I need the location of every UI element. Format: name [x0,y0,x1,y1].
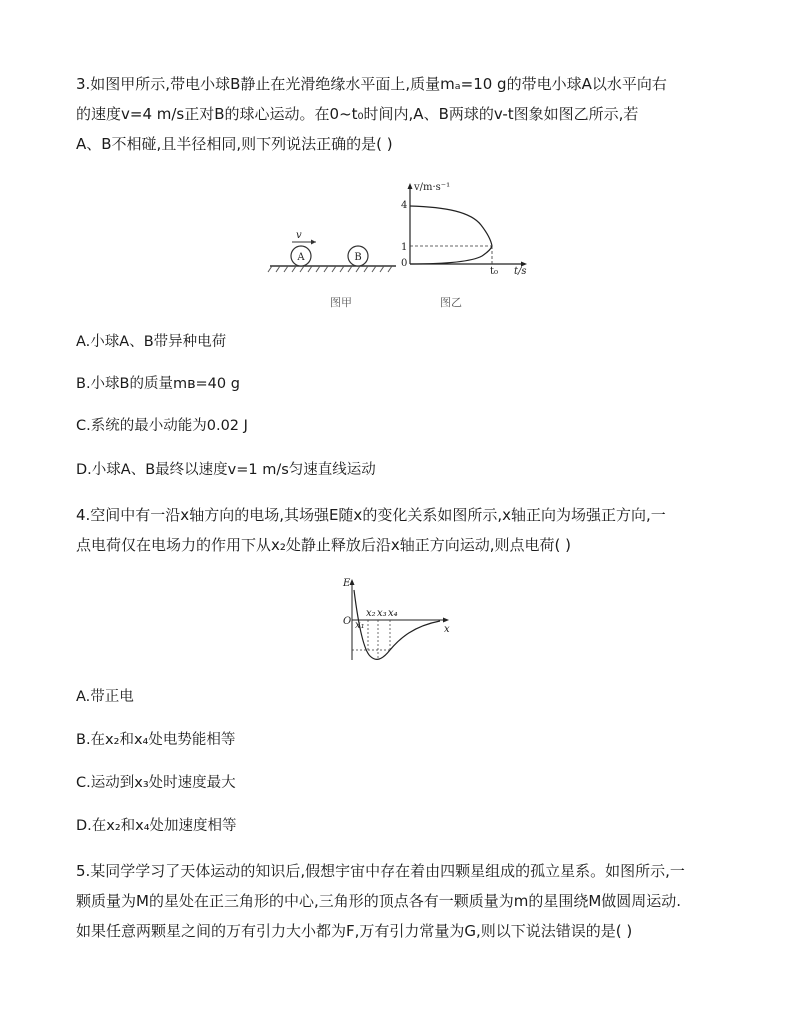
figure-b-caption: 图乙 [440,296,462,309]
q3-line-1: 3.如图甲所示,带电小球B静止在光滑绝缘水平面上,质量mₐ=10 g的带电小球A以水平向右 [76,75,667,93]
q3-option-d: D.小球A、B最终以速度v=1 m/s匀速直线运动 [76,462,376,478]
e-axis-label: E [343,578,351,589]
q3-line-2: 的速度v=4 m/s正对B的球心运动。在0~t₀时间内,A、B两球的v-t图象如图乙所示,若 [76,105,639,123]
velocity-label: v [296,230,302,241]
ball-a-label: A [297,252,305,263]
q5-line-2: 颗质量为M的星处在正三角形的中心,三角形的顶点各有一颗质量为m的星围绕M做圆周运动. [76,892,682,910]
q4-option-d: D.在x₂和x₄处加速度相等 [76,818,237,834]
x1-label: x₁ [355,620,365,631]
figure-b [396,180,536,280]
x-tick-t0: t₀ [490,266,499,277]
curve-a [410,206,492,246]
y-tick-0: 0 [401,258,408,269]
y-tick-4: 4 [401,200,408,211]
e-curve [354,590,440,659]
x-axis-label: t/s [514,266,527,277]
q3-line-3: A、B不相碰,且半径相同,则下列说法正确的是( ) [76,135,393,153]
q5-line-1: 5.某同学学习了天体运动的知识后,假想宇宙中存在着由四颗星组成的孤立星系。如图所示,一 [76,862,685,880]
figure-a-caption: 图甲 [330,296,352,309]
curve-b [410,246,492,264]
y-axis-label: v/m·s⁻¹ [414,182,451,193]
y-tick-1: 1 [401,242,408,253]
figure-a [266,222,400,274]
x2-label: x₂ [366,608,376,619]
q5-line-3: 如果任意两颗星之间的万有引力大小都为F,万有引力常量为G,则以下说法错误的是( ) [76,922,633,940]
q3-option-b: B.小球B的质量mʙ=40 g [76,376,240,392]
x3-label: x₃ [377,608,387,619]
q4-option-a: A.带正电 [76,689,134,705]
x4-label: x₄ [388,608,398,619]
q3-option-a: A.小球A、B带异种电荷 [76,334,227,350]
ball-b-label: B [354,252,362,263]
q4-option-c: C.运动到x₃处时速度最大 [76,775,236,791]
q4-line-1: 4.空间中有一沿x轴方向的电场,其场强E随x的变化关系如图所示,x轴正向为场强正方向,一 [76,506,666,524]
velocity-arrow-icon [311,240,316,245]
x-axis-label: x [444,624,450,635]
q4-option-b: B.在x₂和x₄处电势能相等 [76,732,236,748]
figure-e-x [340,576,452,664]
q3-option-c: C.系统的最小动能为0.02 J [76,418,248,434]
origin-label: O [343,616,352,627]
q4-line-2: 点电荷仅在电场力的作用下从x₂处静止释放后沿x轴正方向运动,则点电荷( ) [76,536,572,554]
